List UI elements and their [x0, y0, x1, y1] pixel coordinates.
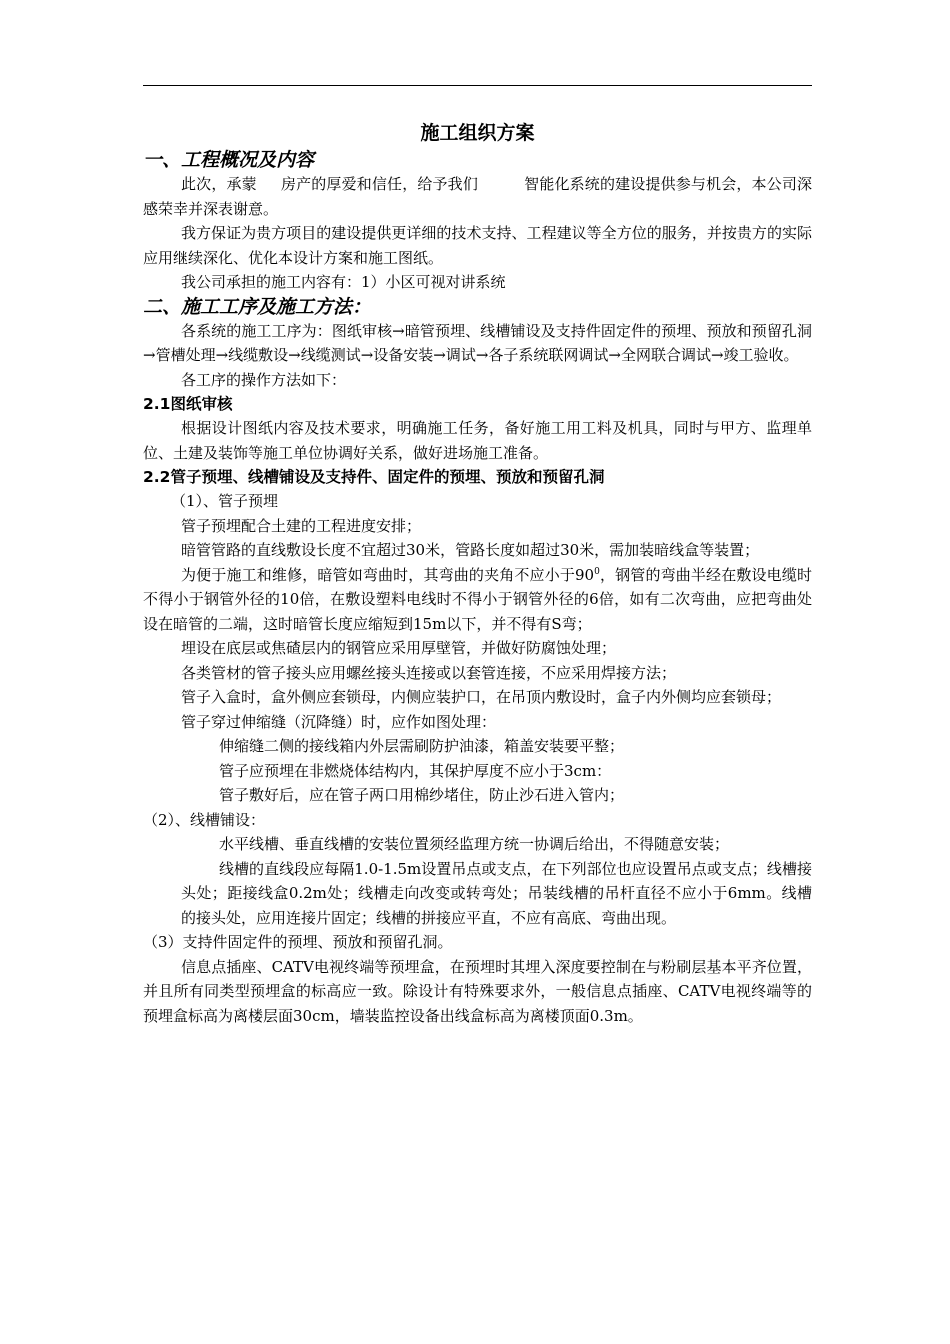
item-heading-2: （2）、线槽铺设： [143, 810, 266, 829]
paragraph: 我方保证为贵方项目的建设提供更详细的技术支持、工程建议等全方位的服务，并按贵方的实际应用继续深化、优化本设计方案和施工图纸。 [143, 224, 812, 267]
paragraph: 管子穿过伸缩缝（沉降缝）时，应作如图处理： [181, 712, 497, 731]
paragraph: 信息点插座、CATV电视终端等预埋盒，在预埋时其埋入深度要控制在与粉刷层基本平齐位置，并且所有同类型预埋盒的标高应一致。除设计有特殊要求外，一般信息点插座、CATV电视终端等的预埋盒标高为离楼层面30cm，墙装监控设备出线盒标高为离楼顶面0.3m。 [143, 957, 812, 1025]
paragraph: 管子应预埋在非燃烧体结构内，其保护厚度不应小于3cm： [219, 761, 612, 780]
paragraph: 各系统的施工工序为：图纸审核→暗管预埋、线槽铺设及支持件固定件的预埋、预放和预留孔洞→管槽处理→线缆敷设→线缆测试→设备安装→调试→各子系统联网调试→全网联合调试→竣工验收。 [143, 321, 812, 364]
header-rule [143, 85, 812, 86]
paragraph: 管子预埋配合土建的工程进度安排； [181, 516, 422, 535]
item-heading-1: （1）、管子预埋 [171, 492, 279, 510]
paragraph: 此次，承蒙 房产的厚爱和信任，给予我们 智能化系统的建设提供参与机会，本公司深感荣幸并深表谢意。 [143, 175, 812, 218]
paragraph: 水平线槽、垂直线槽的安装位置须经监理方统一协调后给出，不得随意安装； [219, 835, 730, 853]
document-page [143, 118, 812, 1028]
paragraph: 各类管材的管子接头应用螺丝接头连接或以套管连接，不应采用焊接方法； [181, 663, 677, 682]
item-heading-3: （3）支持件固定件的预埋、预放和预留孔洞。 [143, 933, 453, 951]
paragraph: 暗管管路的直线敷设长度不宜超过30米，管路长度如超过30米，需加装暗线盒等装置； [181, 541, 760, 559]
paragraph: 管子入盒时，盒外侧应套锁母，内侧应装护口，在吊顶内敷设时，盒子内外侧均应套锁母； [181, 688, 782, 706]
subsection-heading-2-2: 2.2管子预埋、线槽铺设及支持件、固定件的预埋、预放和预留孔洞 [143, 468, 605, 486]
section-heading-overview: 一、工程概况及内容 [143, 149, 315, 171]
paragraph: 埋设在底层或焦碴层内的钢管应采用厚壁管，并做好防腐蚀处理； [181, 639, 617, 657]
paragraph: 伸缩缝二侧的接线箱内外层需刷防护油漆，箱盖安装要平整； [219, 737, 625, 755]
paragraph: 为便于施工和维修，暗管如弯曲时，其弯曲的夹角不应小于$90^0$，钢管的弯曲半经在敷设电缆时不得小于钢管外径的10倍，在敷设塑料电线时不得小于钢管外径的6倍，如有二次弯曲，应把弯曲处设在暗管的二端，这时暗管长度应缩短到15m以下，并不得有S弯； [143, 565, 812, 633]
paragraph: 管子敷好后，应在管子两口用棉纱堵住，防止沙石进入管内； [219, 786, 625, 804]
paragraph: 根据设计图纸内容及技术要求，明确施工任务，备好施工用工料及机具，同时与甲方、监理单位、土建及装饰等施工单位协调好关系，做好进场施工准备。 [143, 419, 812, 462]
page-title: 施工组织方案 [420, 122, 535, 144]
paragraph: 各工序的操作方法如下： [181, 370, 347, 389]
section-heading-procedure: 二、施工工序及施工方法： [143, 295, 372, 318]
subsection-heading-2-1: 2.1图纸审核 [143, 395, 233, 413]
paragraph: 我公司承担的施工内容有：1）小区可视对讲系统 [181, 273, 506, 291]
paragraph: 线槽的直线段应每隔1.0-1.5m设置吊点或支点，在下列部位也应设置吊点或支点；线槽接头处；距接线盒0.2m处；线槽走向改变或转弯处；吊装线槽的吊杆直径不应小于6mm。线槽的接头处，应用连接片固定；线槽的拼接应平直，不应有高底、弯曲出现。 [181, 859, 812, 927]
